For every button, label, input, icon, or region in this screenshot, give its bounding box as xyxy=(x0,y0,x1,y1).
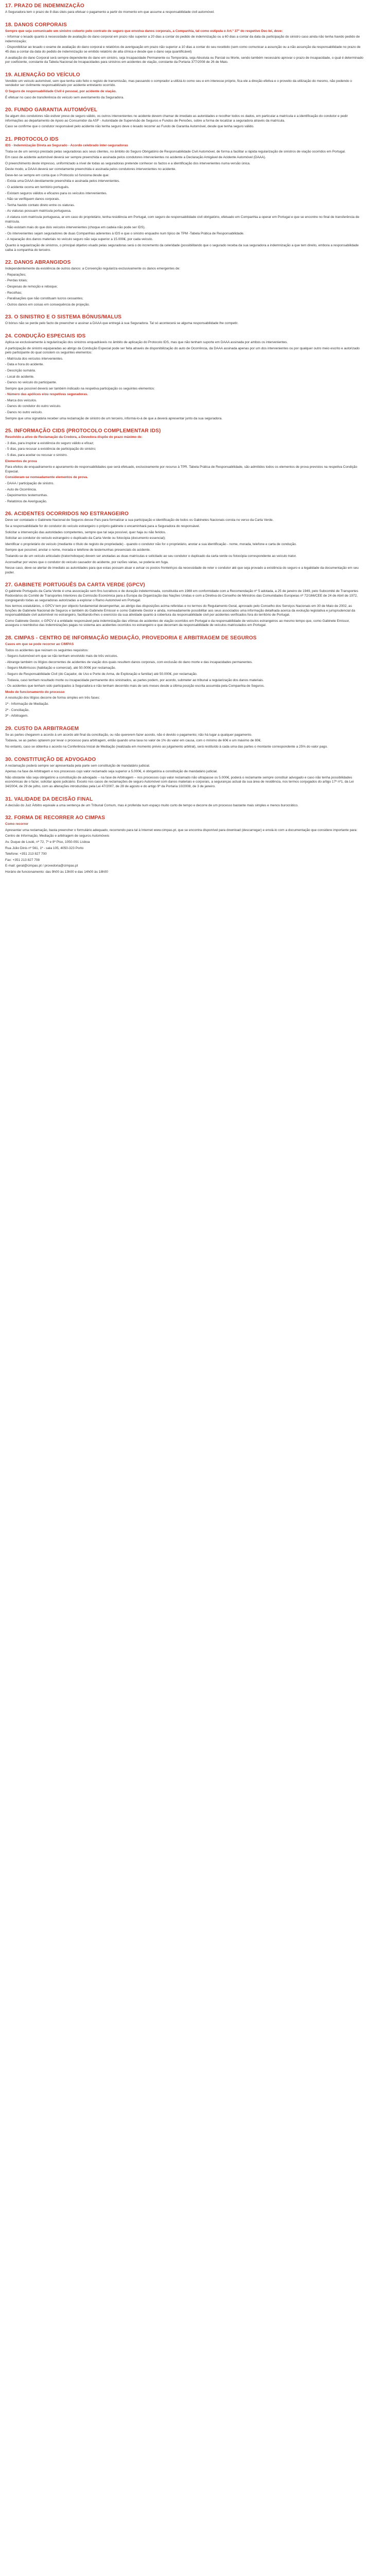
paragraph: O bónus não se perde pelo facto de preencher e assinar a DAAA que entregá à sua Seguradora. Tal só acontecerá se alguma responsabilidade lhe competir. xyxy=(5,321,239,326)
paragraph: Todos os acidentes que reúnam os seguintes requisitos: xyxy=(5,648,89,652)
paragraph: Não obstante não seja obrigatório a constituição de advogado – na fase de Arbitragem – nos processos cujo valor reclamado não ultrapasse os 5.000€, poderá o reclamante sempre constituir advogado e caso não tenha possibilidades económicas de o fazer, solicitar apoio judiciário. Exceto nos casos de reclamações de seguro Automóvel com danos materiais e corporais, a seguranças actual da sua área de residência, nos termos conjugados do artigo 17º nº1, da Lei 34/2004, de 29 de julho, com as alterações introduzidas pela Lei 47/2007, de 28 de agosto e do artigo 9º da Portaria 10/2008, de 3 de janeiro. xyxy=(5,775,354,788)
paragraph: 2ª - Conciliação. xyxy=(5,708,30,712)
section-23 xyxy=(5,314,364,326)
section-27 xyxy=(5,582,364,628)
paragraph: - 5 dias, para aceitar ou recusar o sinistro. xyxy=(5,453,68,457)
section-24 xyxy=(5,333,364,421)
paragraph: Em caso de acidente automóvel deverá ser sempre preenchida e assinada pelos condutores intervenientes no acidente a Declaração Amigável de Acidente Automóvel (DAAA). xyxy=(5,156,266,160)
paragraph: - 3 dias, para inspirar a existência do seguro válido e eficaz; xyxy=(5,441,94,445)
section-title: 21. PROTOCOLO IDS xyxy=(5,136,59,142)
paragraph: Solicitar a intervenção das autoridades competentes, sempre que tal seja possível, quer haja ou não feridos. xyxy=(5,530,166,534)
section-title: 22. DANOS ABRANGIDOS xyxy=(5,260,71,266)
section-17 xyxy=(5,3,364,15)
paragraph: Apresentar uma reclamação, basta preencher o formulário adequado, recorrendo para tal à Internet www.cimpas.pt, que se encontra disponível para download (descarregar) e enviá-lo com a documentação que considere importante para: xyxy=(5,828,358,832)
paragraph: Todavia, se as partes optarem por levar o processo para arbitragem, então quando uma taxa no valor de 1% do valor em causa, com o mínimo de 60€ e um máximo de 80€. xyxy=(5,739,261,743)
paragraph: - Depoimentos testemunhas. xyxy=(5,494,48,498)
paragraph: Nesse caso, deve-se alertar de imediato as autoridades para que estas possam atuar e avisar os postos fronteiriços da necessidade de reter o condutor até que seja provado a existência do seguro e a legalidade da documentação em seu poder. xyxy=(5,566,359,574)
paragraph: Sempre que uma signatária receber uma reclamação de sinistro de um terceiro, informá-lo-á de que a deverá apresentar junto da sua seguradora. xyxy=(5,416,223,420)
paragraph: Deve ser contatado o Gabinete Nacional de Seguros desse País para formalizar a sua participação e identificação de todos os Gabinetes Nacionais consta no verso da Carta Verde. xyxy=(5,518,274,522)
paragraph: - Seguro Multirriscos (habitação e comercial), até 50.000€ por reclamação. xyxy=(5,666,116,670)
paragraph: Deste modo, a DAAA deverá ser corretamente preenchida e assinada pelos condutores intervenientes no acidente. xyxy=(5,167,177,172)
section-20 xyxy=(5,107,364,129)
paragraph: - Seguro de Responsabilidade Civil (do Caçador, de Uso e Porte de Arma, de Exploração e familiar) até 50.000€, por reclamação. xyxy=(5,672,198,676)
section-26 xyxy=(5,511,364,575)
paragraph: Como Gabinete Gestor, o GPCV é a entidade responsável pela indemnização das vítimas de acidentes de viação ocorridos em Portugal e da responsabilidade de veículos estrangeiros ao mesmo tempo que, como Gabinete Emissor, assegura o reembolso das indemnizações pagas no sistema aos acidentes ocorridos no estrangeiro e que decorram da responsabilidade de veículos matriculados em Portugal. xyxy=(5,619,350,628)
paragraph: O gabinete Português da Carta Verde é uma associação sem fins lucrativos e de duração indeterminada, constituída em 1988 em conformidade com a Recomendação nº 5 adotada, a 25 de janeiro de 1949, pelo Subcomité de Transportes Rodoviários do Comité de Transportes Interiores da Comissão Económica para a Europa da Organização das Nações Unidas e com a Diretiva do Conselho de Ministros das Comunidades Europeias nº 72/166/CEE de 24 de Abril de 1972, congregando todas as seguradoras autorizadas a explorar o Ramo Automóvel em Portugal. xyxy=(5,589,359,602)
paragraph: - Matrícula dos veículos intervenientes. xyxy=(5,357,63,361)
paragraph: - Danos no veículo do participante. xyxy=(5,381,57,385)
section-title: 27. GABINETE PORTUGUÊS DA CARTA VERDE (GPCV) xyxy=(5,582,145,588)
paragraph: Solicitar ao condutor do veículo estrangeiro o duplicado da Carta Verde ou fotocópia (documento essencial); xyxy=(5,536,166,540)
paragraph: - Os acidentes que tenham sido participados à Seguradora e não tenham decorrido mais de seis meses desde a última posição escrita assumida pela Companhia de Seguros. xyxy=(5,684,265,688)
paragraph: Fax: +351 213 827 708 xyxy=(5,858,40,862)
paragraph: Se algum dos condutores não estiver preso de seguro válido, os outros intervenientes no acidente devem chamar de imediato as autoridades e recolher todos os dados, em particular a matrícula e a identificação do condutor e pedir informações ao departamento de Apoio ao Consumidor da ASF - Autoridade de Supervisão de Seguros e Fundos de Pensões, sobre a forma de localizar a seguradora através da matrícula. xyxy=(5,114,348,123)
paragraph: É efetuar no caso de transferência do veículo sem aventamento da Seguradora. xyxy=(5,95,124,99)
paragraph: - Danos no outro veículo. xyxy=(5,411,43,415)
paragraph: Sempre que seja comunicado um sinistro coberto pelo contrato de seguro que envolva danos corporais, a Companhia, tal como estipula o Art.º 37º do respetivo Dec-lei, deve: xyxy=(5,29,283,33)
section-29 xyxy=(5,726,364,750)
section-title: 18. DANOS CORPORAIS xyxy=(5,22,67,28)
section-32 xyxy=(5,815,364,874)
section-18 xyxy=(5,22,364,65)
paragraph: Horário de funcionamento: das 9h00 às 13h00 e das 14h00 às 18h00 xyxy=(5,870,108,874)
paragraph: Modo de funcionamento do processo xyxy=(5,690,65,694)
section-title: 32. FORMA DE RECORRER AO CIMPAS xyxy=(5,815,106,821)
paragraph: - Outros danos em coisas em consequência de projeção. xyxy=(5,302,90,307)
paragraph: - Recolhas; xyxy=(5,291,22,295)
paragraph: - Seguro Automóvel em que se não tenham envolvido mais de três veículos. xyxy=(5,654,118,658)
paragraph: A decisão do Juiz Árbitro equivale a uma sentença de um Tribunal Comum, mas é proferida num espaço muito curto de tempo e decorre de um processo bastante mais simples e menos burocrático. xyxy=(5,803,298,807)
paragraph: Identificar o proprietário do veículo (mediante o título de registo de propriedade) - quando o condutor não for o proprietário, anotar a sua identificação - nome, morada, telefone e carta de condução. xyxy=(5,542,297,546)
paragraph: - Número das apólices e/ou respetivas seguradoras. xyxy=(5,393,89,397)
paragraph: - Data e hora do acidente. xyxy=(5,363,44,367)
section-title: 17. PRAZO DE INDEMNIZAÇÃO xyxy=(5,3,84,9)
paragraph: 1ª - Informação de Mediação. xyxy=(5,702,49,706)
paragraph: Como recorrer xyxy=(5,822,29,826)
paragraph: Sempre que possível, anotar o nome, morada e telefone de testemunhas presenciais do acidente. xyxy=(5,548,151,552)
paragraph: Consideram-se nomeadamente elementos de prova. xyxy=(5,476,89,480)
paragraph: Centro de Informação, Mediação e arbitragem de seguros Automóveis xyxy=(5,834,110,838)
section-22 xyxy=(5,260,364,307)
section-title: 19. ALIENAÇÃO DO VEÍCULO xyxy=(5,72,80,78)
paragraph: - Local do acidente. xyxy=(5,375,34,379)
section-28 xyxy=(5,635,364,719)
paragraph: Vendido um veículo automóvel, sem que tenha sido feito o registo de transmissão, mas passando o comprador a utilizá-lo como seu e em interesse próprio, fica ele a direção efetiva e o proveito da utilização do mesmo, não podendo o vendedor ser civilmente responsabilizado por acidente entretanto ocorrido. xyxy=(5,79,352,88)
paragraph: - Abrange também os litígios decorrentes de acidentes de viação dos quais resultem danos corporais, com exclusão do dano morte e das incapacidades permanentes. xyxy=(5,660,253,664)
section-25 xyxy=(5,428,364,504)
paragraph: - Perdas totais; xyxy=(5,279,28,283)
paragraph: No entanto, caso se obtenha o acordo na Conferência Inicial de Mediação (realizada em momento prévio ao julgamento arbitral), será restituído à cada uma das partes o montante correspondente a 25% do valor pago. xyxy=(5,744,328,749)
section-title: 26. ACIDENTES OCORRIDOS NO ESTRANGEIRO xyxy=(5,511,129,517)
paragraph: O preenchimento deste impresso, uniformizado a nível de todas as seguradoras pretende conhecer os factos e a identificação dos intervenientes numa versão única. xyxy=(5,161,251,165)
paragraph: - Paralisações que não constituam lucros cessantes; xyxy=(5,297,83,301)
paragraph: Trata-se de um serviço prestado pelas seguradoras aos seus clientes, no âmbito do Seguro Obrigatório de Responsabilidade Civil Automóvel, de forma a facilitar a rápida regularização de sinistros de viação ocorridos em Portugal. xyxy=(5,149,346,154)
section-title: 29. CUSTO DA ARBITRAGEM xyxy=(5,725,79,732)
section-31 xyxy=(5,796,364,808)
paragraph: Independentemente da existência de outros danos: a Convenção regulariza exclusivamente os danos emergentes de: xyxy=(5,267,181,271)
paragraph: Tratando-se de um veículo articulado (trator/reboque) devem ser anotadas as duas matrículas e solicitado ao seu condutor o duplicado da carta verde ou fotocópia correspondente ao veículo trator. xyxy=(5,554,297,558)
paragraph: Apenas na fase de Arbitragem e nos processos cujo valor reclamado seja superior a 5.000€, é obrigatória a constituição de mandatário judicial. xyxy=(5,770,218,774)
paragraph: - 5 dias, para recusar a existência de participação do sinistro; xyxy=(5,447,96,451)
paragraph: - As viaturas possuam matrícula portuguesa. xyxy=(5,209,72,213)
section-title: 28. CIMPAS - CENTRO DE INFORMAÇÃO MEDIAÇÃO, PROVEDORIA E ARBITRAGEM DE SEGUROS xyxy=(5,635,257,641)
paragraph: - Tenha havido contato direto entre os viaturas. xyxy=(5,203,75,207)
paragraph: - Não se verifiquem danos corporais. xyxy=(5,197,60,201)
section-title: 24. CONDUÇÃO ESPECIAIS IDS xyxy=(5,333,86,339)
paragraph: A participação de sinistro equiparadas ao abrigo da Condução Especial pode ser feita através de disponibilização do auto de Ocorrência, da DAAA assinada apenas por um dos intervenientes ou por qualquer outro meio escrito e autorizado pelo participante do qual constem os seguintes elementos: xyxy=(5,346,360,355)
paragraph: - Não existam mais do que dois veículos intervenientes (choque em cadeia não pode ser IDS). xyxy=(5,226,146,230)
paragraph: - Todavia, caso tenham resultado morte ou incapacidade permanente dos sinistrados, as partes podem, por acordo, submeter ao tribunal a regularização dos danos materiais. xyxy=(5,678,264,682)
paragraph: Caso se confirme que o condutor responsável pelo acidente não tenha seguro deve o lesado recorrer ao Fundo de Garantia Automóvel, desde que tenha seguro válido. xyxy=(5,125,254,129)
section-title: 23. O SINISTRO E O SISTEMA BÓNUS/MALUS xyxy=(5,314,122,320)
paragraph: - Disponibilizar ao lesado o exame de avaliação do dano corporal e relatórios de averiguação em prazo não superior a 10 dias a contar do seu recebido (sem como comunicar a assunção ou a não assunção da responsabilidade no prazo de 45 dias a contar da data do pedido de indemnização se emitido relatório de alta clínica e desde que o dano seja quantificável) xyxy=(5,45,361,54)
paragraph: Casos em que se pode recorrer ao CIMPAS xyxy=(5,642,74,647)
section-title: 30. CONSTITUIÇÃO DE ADVOGADO xyxy=(5,756,96,762)
paragraph: - Exista uma DAAA devidamente preenchida e assinada pelos intervenientes. xyxy=(5,179,120,183)
paragraph: 3ª - Arbitragem. xyxy=(5,714,29,718)
paragraph: Telefone: +351 213 827 700 xyxy=(5,852,47,856)
paragraph: Resolvido a ativo de Reclamação da Credora, a Devedora dispõe do prazo máximo de: xyxy=(5,435,143,439)
document-page xyxy=(0,0,369,874)
paragraph: - Informar o lesado quanto à necessidade de avaliação do dano corporal em prazo não superior a 20 dias a contar do pedido de indemnização ou a 60 dias a contar da data da participação do sinistro caso ainda não tenha havido pedido de indemnização; xyxy=(5,35,360,43)
paragraph: Se a responsabilidade for do condutor do veículo estrangeiro o próprio gabinete o encaminhará para a Seguradora do responsável. xyxy=(5,524,200,528)
section-21 xyxy=(5,137,364,252)
paragraph: A Seguradora tem o prazo de 8 dias úteis para efetuar o pagamento a partir do momento em que assume a responsabilidade civil automóvel. xyxy=(5,10,215,14)
paragraph: - Danos do condutor do outro veículo. xyxy=(5,404,61,409)
paragraph: O Seguro de responsabilidade Civil é pessoal, por acidente de viação. xyxy=(5,89,117,93)
paragraph: - Marca dos veículos. xyxy=(5,398,37,402)
paragraph: Se as partes chegarem a acordo à um acordo até final da conciliação, ou não quererem fazer acordo, não é devido o pagamento; não há lugar a qualquer pagamento. xyxy=(5,733,252,737)
paragraph: Aconselhar por vezes que o condutor do veículo causador do acidente, por razões várias, se poderia em fuga. xyxy=(5,560,169,564)
paragraph: A resolução dos litígios decorre de forma simples em três fases: xyxy=(5,696,100,700)
paragraph: - Existam seguros válidos e eficazes para os veículos intervenientes. xyxy=(5,191,108,195)
paragraph: - DAAA / participação de sinistro. xyxy=(5,482,55,485)
paragraph: - A viatura com matrícula portuguesa, ar em caso do proprietário, tenha residência em Portugal, com seguro de responsabilidade civil obrigatório, efetuado em Companhia a operar em Portugal e que se encontre no final de transferência de matrícula. xyxy=(5,215,359,224)
paragraph: Deve-ter-se sempre em conta que o Protocolo só funciona desde que: xyxy=(5,173,110,177)
paragraph: - Auto de Ocorrência. xyxy=(5,487,37,492)
paragraph: - Reparações; xyxy=(5,273,26,277)
paragraph: IDS - Indemnização Direta ao Segurado - Acordo celebrado inter-seguradoras xyxy=(5,143,128,147)
paragraph: Nos termos estatutários, o GPCV tem por objecto fundamental desempenhar, ao abrigo das disposições acima referidas e no termos do Regulamento Geral, aprovado pelo Conselho dos Serviços Nacionais em 30 de Maio de 2002, as funções de Gabinete Nacional de Seguros e também do Gabinete Emissor e como Gabinete Gestor e ainda, nomeadamente possibilitar aos seus associados uma informação detalhada acerca da evolução legislativa e jurisprudencial da responsabilidade civil automóvel no estrangeiro, facilitando-lhes o exercício da sua atividade quanto à cobertura da responsabilidade civil por acidentes verificados fora do território de Portugal. xyxy=(5,604,356,617)
paragraph: Av. Duque de Loulé, nº 72, 7º e 8º Piso, 1050-091 Lisboa xyxy=(5,840,90,844)
paragraph: Sempre que possível deverá ser também indicado na respetiva participação os seguintes elementos: xyxy=(5,386,155,391)
paragraph: Elementos de prova xyxy=(5,459,37,463)
paragraph: - A reparação dos danos materiais no veículo seguro não seja superior a 15.000€, por cada veículo. xyxy=(5,238,153,242)
paragraph: A reclamação poderá sempre ser apresentada pela parte sem constituição de mandatário judicial. xyxy=(5,764,150,768)
paragraph: - Os intervenientes sejam seguradores de duas Companhias aderentes à IDS e que o sinistro enquadre num típico de TPM -Tabela Prática de Responsabilidade. xyxy=(5,231,244,235)
paragraph: - Descrição sumária. xyxy=(5,368,36,372)
paragraph: Quanto à regularização de sinistros, o principal objetivo visado pelas seguradoras será o do incremento da celeridade (possibilitando que o segurado receba da sua seguradora a indemnização a que tem direito, embora a responsabilidade caiba à companhia do terceiro. xyxy=(5,244,359,252)
paragraph: Para efeitos de enquadramento e apuramento de responsabilidades que será efetuado, exclusivamente por recurso à TPR. Tabela Prática de Responsabilidade, são admitidos todos os elementos de prova previstos na respetiva Condição Especial. xyxy=(5,465,358,473)
paragraph: A avaliação do dano Corporal será sempre dependente do dano em sinistro, seja Incapacidade Permanente ou Temporária, seja Absoluta ou Parcial ou Morte, sendo também necessário aprovar o prazo de incapacidade, o qual é determinado por coeficiente, constante da Tabela Nacional de Incapacidades para sinistros em acidentes de viação, constante da Portaria 377/2008 de 26 de Maio. xyxy=(5,56,363,64)
paragraph: Rua Júlio Dinis nº 561, 1º - sala 105, 4050-323 Porto xyxy=(5,846,84,850)
paragraph: - Despesas de remoção e reboque; xyxy=(5,284,58,289)
paragraph: Aplica-se exclusivamente à regularização dos sinistros enquadráveis no âmbito de aplicação do Protocolo IDS, mas que não tenham suporte em DAAA assinada por ambos os intervenientes. xyxy=(5,340,288,344)
section-30 xyxy=(5,757,364,789)
section-19 xyxy=(5,72,364,100)
paragraph: E-mail: geral@cimpas.pt / provedoria@cimpas.pt xyxy=(5,864,78,868)
section-title: 31. VALIDADE DA DECISÃO FINAL xyxy=(5,796,93,802)
paragraph: - Relatórios de Averiguação. xyxy=(5,499,47,503)
paragraph: - O acidente ocorra em território português. xyxy=(5,185,69,190)
section-title: 25. INFORMAÇÃO CIDS (PROTOCOLO COMPLEMENTAR IDS) xyxy=(5,428,161,434)
section-title: 20. FUNDO GARANTIA AUTOMÓVEL xyxy=(5,107,98,113)
